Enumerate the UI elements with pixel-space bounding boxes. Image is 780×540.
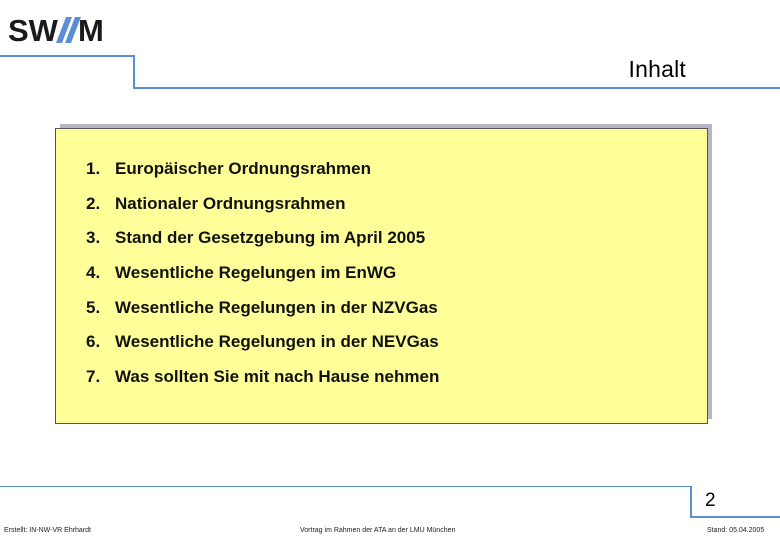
header-rule-left — [0, 55, 133, 57]
agenda-item-number: 1. — [86, 159, 101, 178]
footer-event: Vortrag im Rahmen der ATA an der LMU München — [300, 527, 456, 534]
agenda-item-text: Wesentliche Regelungen im EnWG — [115, 263, 397, 283]
agenda-item-number: 3. — [86, 228, 101, 248]
agenda-item — [86, 194, 439, 229]
agenda-box — [55, 128, 708, 424]
footer-rule-right — [690, 516, 780, 518]
slide-title: Inhalt — [628, 56, 686, 82]
agenda-item-text: Was sollten Sie mit nach Hause nehmen — [115, 367, 440, 387]
agenda-item-text: Wesentliche Regelungen in der NEVGas — [115, 332, 439, 352]
swm-logo — [8, 14, 120, 46]
footer-rule-step — [690, 486, 692, 516]
agenda-item-text: Nationaler Ordnungsrahmen — [115, 193, 346, 213]
agenda-item — [86, 263, 439, 298]
header-rule-step — [133, 55, 135, 89]
agenda-item-number: 7. — [86, 367, 101, 387]
agenda-item-number: 5. — [86, 297, 101, 317]
agenda-item — [86, 332, 439, 367]
header-rule-bottom — [133, 87, 780, 89]
agenda-item-text: Europäischer Ordnungsrahmen — [115, 159, 371, 178]
agenda-item-text: Stand der Gesetzgebung im April 2005 — [115, 228, 426, 248]
agenda-item-number: 4. — [86, 263, 101, 283]
agenda-item-number: 6. — [86, 332, 101, 352]
footer-author: Erstellt: IN-NW-VR Ehrhardt — [4, 527, 91, 534]
agenda-item — [86, 298, 439, 333]
agenda-item-number: 2. — [86, 193, 101, 213]
agenda-list — [86, 159, 439, 402]
page-number: 2 — [705, 490, 716, 511]
footer-date: Stand: 05.04.2005 — [707, 527, 765, 534]
logo-text-sw: SW — [8, 14, 58, 46]
agenda-item — [86, 367, 439, 402]
agenda-item — [86, 159, 439, 194]
footer-rule — [0, 486, 690, 487]
logo-text-m: M — [78, 14, 104, 46]
agenda-item-text: Wesentliche Regelungen in der NZVGas — [115, 297, 438, 317]
agenda-item — [86, 228, 439, 263]
